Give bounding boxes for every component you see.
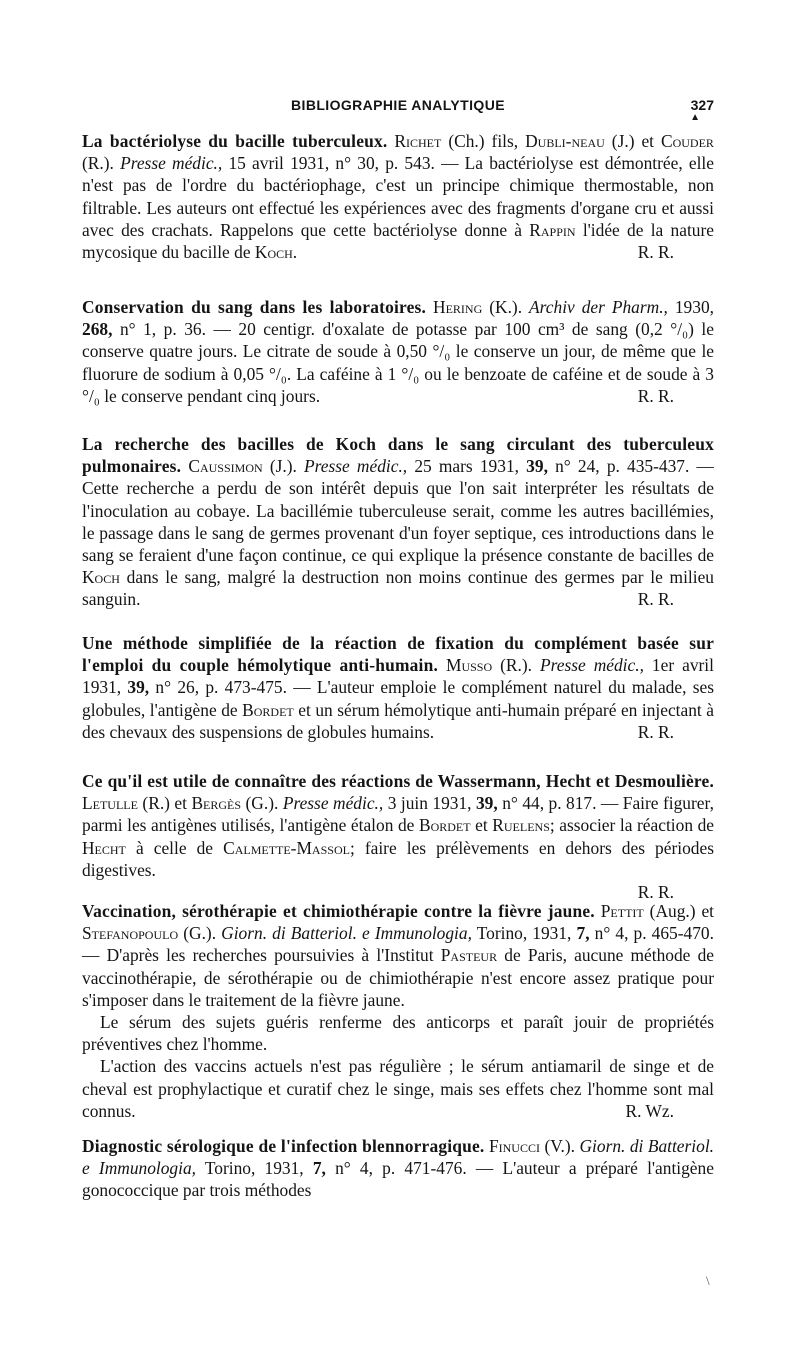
entry-title: La recherche des bacilles de Koch dans le sang circulant des tuberculeux pulmonaires. xyxy=(82,434,714,477)
author-initial: (V.). xyxy=(544,1136,576,1156)
abstract-text: Cette recherche a perdu de son intérêt depuis que l'on sait interpréter les résultats de l'inoculation au cobaye. La bacillémie tuberculeuse serait, comme les autres bacillémies, le passage dans le sang de germes provenant d'un foyer septique, ces introductions dans le sang se feraient d'une façon continue, ce qui explique la présence constante de bacilles de xyxy=(82,478,714,566)
bibliography-entry xyxy=(82,770,714,903)
signature: R. Wz. xyxy=(625,1100,674,1121)
entry-title: Une méthode simplifiée de la réaction de fixation du complément basée sur l'emploi du couple hémolytique anti-humain. xyxy=(82,633,714,676)
entry-title: Vaccination, sérothérapie et chimiothérapie contre la fièvre jaune. xyxy=(82,901,595,921)
reference: 15 avril 1931, n° 30, p. 543. — xyxy=(228,153,459,174)
cited-name: Hecht xyxy=(82,837,126,858)
bibliography-entry xyxy=(82,433,714,611)
author-name: Hering xyxy=(433,297,483,317)
journal-name: Presse médic., xyxy=(540,655,644,676)
author-name: Stefanopoulo xyxy=(82,923,179,944)
signature: R. R. xyxy=(637,589,674,610)
author-name: Letulle xyxy=(82,793,138,814)
abstract-text: L'action des vaccins actuels n'est pas régulière ; le sérum antiamaril de singe et de cheval est prophylactique et curatif chez le singe, mais ses effets chez l'homme sont mal connus. xyxy=(82,1056,714,1121)
signature: R. R. xyxy=(637,242,674,263)
volume: 39, xyxy=(475,793,498,814)
journal-name: Presse médic., xyxy=(304,456,408,477)
journal-name: Giorn. di Batteriol. e Immunologia, xyxy=(82,1136,715,1179)
running-head xyxy=(82,94,714,123)
entry-text xyxy=(82,632,714,743)
abstract-text: l'idée de la nature mycosique du bacille de xyxy=(82,219,714,263)
abstract-text: à celle de xyxy=(135,837,214,858)
abstract-text: et un sérum hémolytique anti-humain préparé en injectant à des chevaux des suspensions de globules humains. xyxy=(82,699,714,742)
reference: n° 4, p. 465-470. — xyxy=(82,923,714,966)
cited-name: Bordet xyxy=(242,699,294,720)
entry-title: Ce qu'il est utile de connaître des réactions de Wassermann, Hecht et Desmoulière. xyxy=(82,771,714,791)
reference-place: Torino, 1931, xyxy=(204,1158,304,1179)
signature: R. R. xyxy=(637,385,674,406)
abstract-text: 20 centigr. d'oxalate de potasse par 100 cm³ de sang (0,2 °/₀) le conserve quatre jours. Le citrate de soude à 0,50 °/₀ le conserve un jour, de même que le fluorure de sodium à 0,05 °/₀. La caféine à 1 °/₀ ou le benzoate de caféine et de soude à 3 °/₀ le conserve pendant cinq jours. xyxy=(82,319,714,406)
author-name: Finucci xyxy=(488,1136,540,1156)
ornament-icon: ▲ xyxy=(690,112,700,123)
entry-text xyxy=(82,433,714,611)
volume: 268, xyxy=(82,319,113,340)
reference-date: Torino, 1931, xyxy=(476,923,572,944)
abstract-text: La bactériolyse est démontrée, elle n'est pas de l'ordre du bactériophage, c'est un principe chimique thermostable, non filtrable. Les auteurs ont effectué les expériences avec des fragments d'organe cru et aussi avec des crachats. Rappelons que cette bactériolyse donne à xyxy=(82,153,714,240)
reference: n° 4, p. 471-476. — xyxy=(335,1158,494,1179)
author-name: Richet xyxy=(394,131,442,151)
volume: 7, xyxy=(312,1158,326,1179)
cited-name: Rappin xyxy=(529,219,576,240)
abstract-paragraph xyxy=(82,1055,714,1122)
cited-name: Bordet xyxy=(418,815,471,836)
entry-title: Conservation du sang dans les laboratoires. xyxy=(82,297,427,317)
reference-date: 1er avril 1931, xyxy=(82,655,714,698)
author-initial: (G.). xyxy=(183,923,217,944)
abstract-text: ; faire les prélèvements en dehors des périodes digestives. xyxy=(82,837,714,880)
entry-title: Diagnostic sérologique de l'infection blennorragique. xyxy=(82,1136,485,1156)
entry-text xyxy=(82,770,714,881)
abstract-text: ; associer la réaction de xyxy=(549,815,714,836)
journal-name: Archiv der Pharm., xyxy=(529,297,668,317)
volume: 7, xyxy=(576,923,590,944)
abstract-text: de Paris, aucune méthode de vaccinothérapie, de sérothérapie ou de chimiothérapie n'est encore assez pratique pour s'imposer dans le traitement de la fièvre jaune. xyxy=(82,945,714,1010)
signature: R. R. xyxy=(637,721,674,742)
running-title: BIBLIOGRAPHIE ANALYTIQUE xyxy=(291,97,505,113)
bibliography-entry xyxy=(82,1135,714,1202)
reference: n° 44, p. 817. — xyxy=(502,793,619,814)
abstract-text: D'après les recherches poursuivies à l'Institut xyxy=(106,945,434,966)
reference-year: 1930, xyxy=(674,297,714,317)
abstract-text: Faire figurer, parmi les antigènes utilisés, l'antigène étalon de xyxy=(82,793,714,836)
abstract-text: L'auteur emploie le complément naturel du malade, ses globules, l'antigène de xyxy=(82,677,714,720)
abstract-text: dans le sang, malgré la destruction non moins continue des germes par le milieu sanguin. xyxy=(82,567,714,610)
journal-name: Presse médic., xyxy=(282,793,384,814)
cited-name: Ruelens xyxy=(492,815,550,836)
journal-name: Presse médic., xyxy=(120,153,223,174)
author-initial: (K.). xyxy=(489,297,523,317)
entry-title: La bactériolyse du bacille tuberculeux. xyxy=(82,131,388,151)
abstract-text: et xyxy=(475,815,488,836)
reference: n° 1, p. 36. — xyxy=(119,319,231,340)
journal-name: Giorn. di Batteriol. e Immunologia, xyxy=(221,923,472,944)
author-name: Dubli-neau xyxy=(525,131,605,151)
bibliography-entry xyxy=(82,632,714,743)
abstract-text: L'auteur a préparé l'antigène gonococcique par trois méthodes xyxy=(82,1158,714,1201)
author-name: Couder xyxy=(661,131,714,151)
reference: n° 24, p. 435-437. — xyxy=(555,456,714,477)
author-initial: (J.). xyxy=(269,456,297,477)
author-initial: (Ch.) fils, xyxy=(448,131,519,151)
author-name: Caussimon xyxy=(188,456,263,477)
author-initial: (G.). xyxy=(245,793,279,814)
scan-mark: \ xyxy=(706,1273,710,1288)
volume: 39, xyxy=(127,677,150,698)
author-initial: (J.) et xyxy=(611,131,655,151)
reference-date: 3 juin 1931, xyxy=(387,793,472,814)
author-name: Pettit xyxy=(600,901,644,921)
author-initial: (R.). xyxy=(500,655,533,676)
cited-name: Koch. xyxy=(254,242,298,263)
cited-name: Calmette-Massol xyxy=(223,837,350,858)
entry-text xyxy=(82,296,714,407)
page-number: 327 xyxy=(690,97,714,113)
bibliography-entry xyxy=(82,296,714,407)
author-initial: (R.) et xyxy=(142,793,187,814)
cited-name: Pasteur xyxy=(440,945,498,966)
cited-name: Koch xyxy=(82,567,120,588)
reference: n° 26, p. 473-475. — xyxy=(155,677,311,698)
volume: 39, xyxy=(526,456,548,477)
abstract-paragraph: Le sérum des sujets guéris renferme des anticorps et paraît jouir de propriétés préventives chez l'homme. xyxy=(82,1012,714,1055)
entry-text xyxy=(82,1135,714,1202)
author-initial: (Aug.) et xyxy=(649,901,714,921)
author-name: Musso xyxy=(446,655,493,676)
bibliography-entry xyxy=(82,900,714,1122)
author-name: Bergès xyxy=(191,793,242,814)
reference-date: 25 mars 1931, xyxy=(414,456,519,477)
signature: R. R. xyxy=(637,882,674,903)
entry-text xyxy=(82,130,714,263)
bibliography-entry xyxy=(82,130,714,263)
author-initial: (R.). xyxy=(82,153,114,174)
entry-text xyxy=(82,900,714,1011)
